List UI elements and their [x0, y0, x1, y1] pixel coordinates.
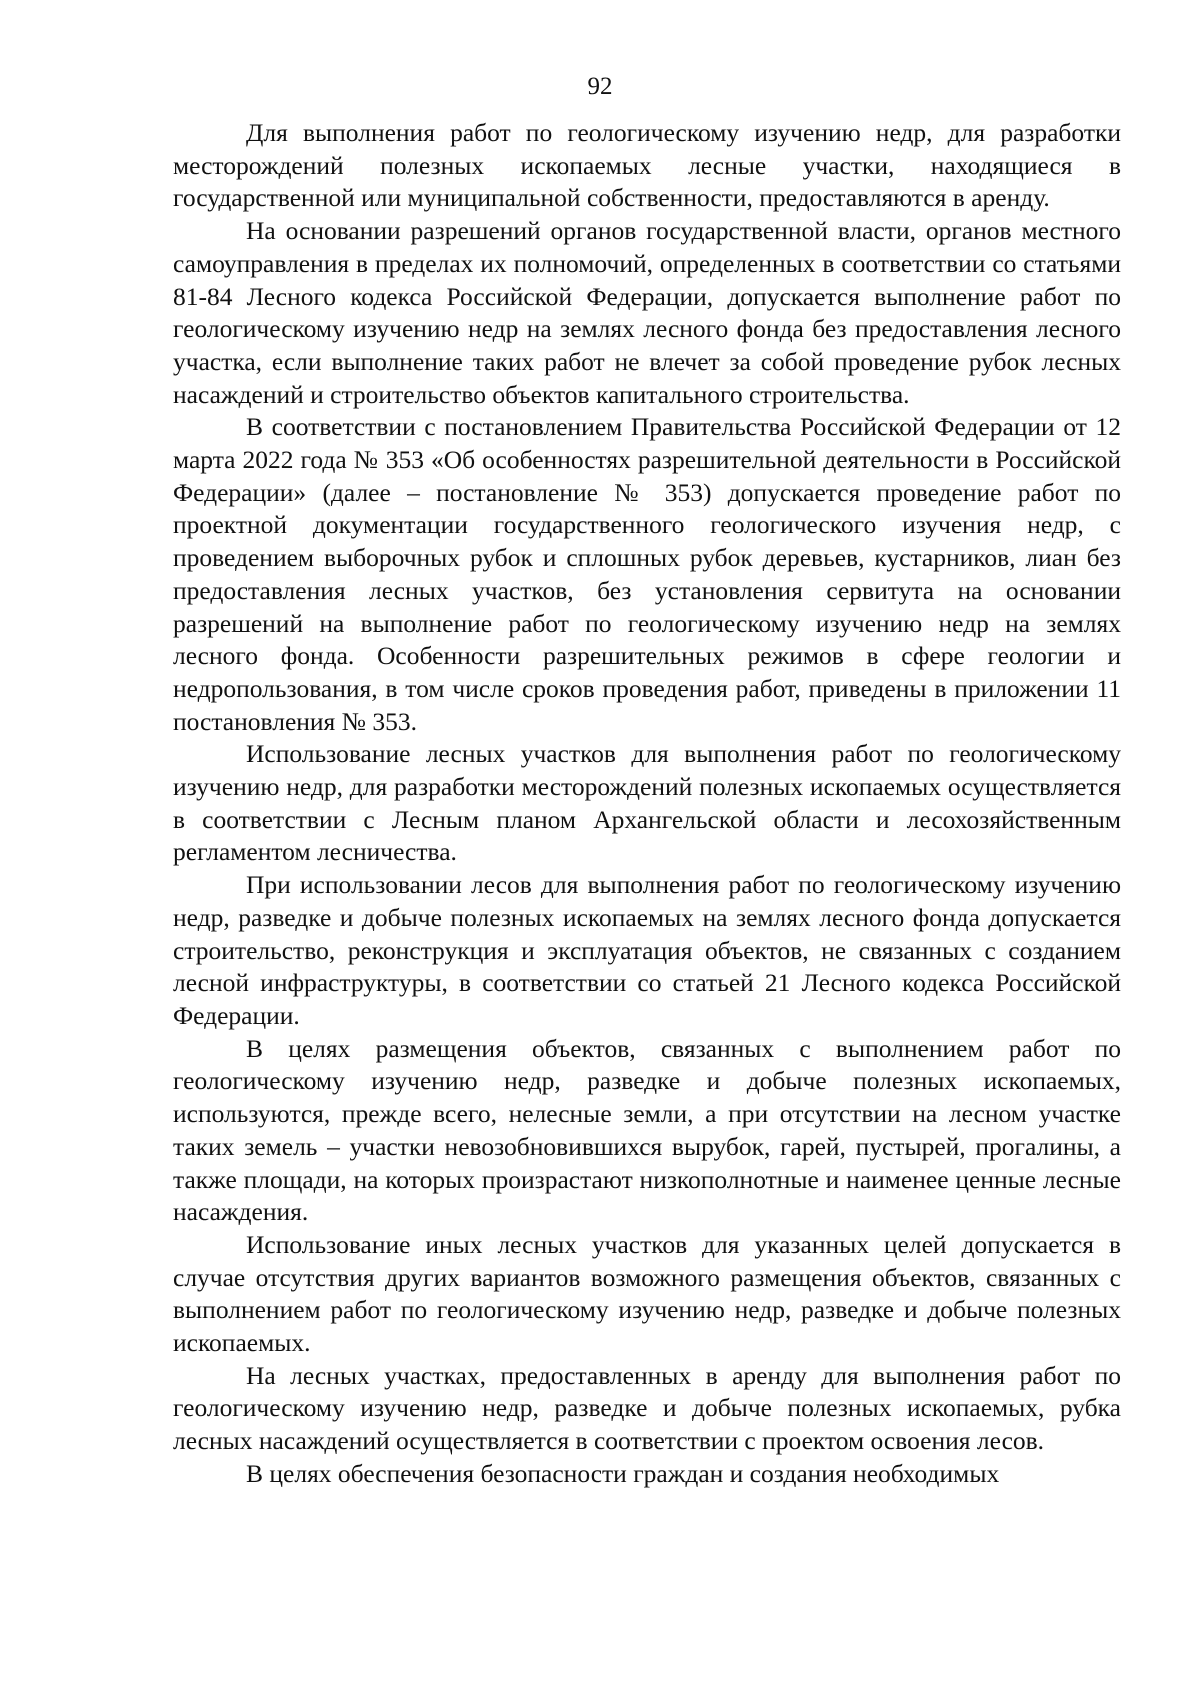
paragraph: При использовании лесов для выполнения работ по геологическому изучению недр, разведке и добыче полезных ископаемых на землях лесного фонда допускается строительство, реконструкция и эксплуатация объектов, не связанных с созданием лесной инфраструктуры, в соответствии со статьей 21 Лесного кодекса Российской Федерации. [173, 870, 1121, 1030]
body-text [173, 117, 1121, 1491]
paragraph: На основании разрешений органов государственной власти, органов местного самоуправления в пределах их полномочий, определенных в соответствии со статьями 81-84 Лесного кодекса Российской Федерации, допускается выполнение работ по геологическому изучению недр на землях лесного фонда без предоставления лесного участка, если выполнение таких работ не влечет за собой проведение рубок лесных насаждений и строительство объектов капитального строительства. [173, 216, 1121, 409]
paragraph: Использование лесных участков для выполнения работ по геологическому изучению недр, для разработки месторождений полезных ископаемых осуществляется в соответствии с Лесным планом Архангельской области и лесохозяйственным регламентом лесничества. [173, 739, 1121, 867]
page-number: 92 [587, 73, 613, 100]
paragraph: В соответствии с постановлением Правительства Российской Федерации от 12 марта 2022 года № 353 «Об особенностях разрешительной деятельности в Российской Федерации» (далее – постановление № 353) допускается проведение работ по проектной документации государственного геологического изучения недр, с проведением выборочных рубок и сплошных рубок деревьев, кустарников, лиан без предоставления лесных участков, без установления сервитута на основании разрешений на выполнение работ по геологическому изучению недр на землях лесного фонда. Особенности разрешительных режимов в сфере геологии и недропользования, в том числе сроков проведения работ, приведены в приложении 11 постановления № 353. [173, 412, 1121, 736]
paragraph: В целях размещения объектов, связанных с выполнением работ по геологическому изучению недр, разведке и добыче полезных ископаемых, используются, прежде всего, нелесные земли, а при отсутствии на лесном участке таких земель – участки невозобновившихся вырубок, гарей, пустырей, прогалины, а также площади, на которых произрастают низкополнотные и наименее ценные лесные насаждения. [173, 1033, 1121, 1227]
paragraph: В целях обеспечения безопасности граждан и создания необходимых [246, 1458, 1000, 1488]
paragraph: Для выполнения работ по геологическому изучению недр, для разработки месторождений полезных ископаемых лесные участки, находящиеся в государственной или муниципальной собственности, предоставляются в аренду. [173, 118, 1121, 213]
paragraph: На лесных участках, предоставленных в аренду для выполнения работ по геологическому изучению недр, разведке и добыче полезных ископаемых, рубка лесных насаждений осуществляется в соответствии с проектом освоения лесов. [173, 1360, 1121, 1456]
paragraph: Использование иных лесных участков для указанных целей допускается в случае отсутствия других вариантов возможного размещения объектов, связанных с выполнением работ по геологическому изучению недр, разведке и добыче полезных ископаемых. [173, 1229, 1121, 1358]
